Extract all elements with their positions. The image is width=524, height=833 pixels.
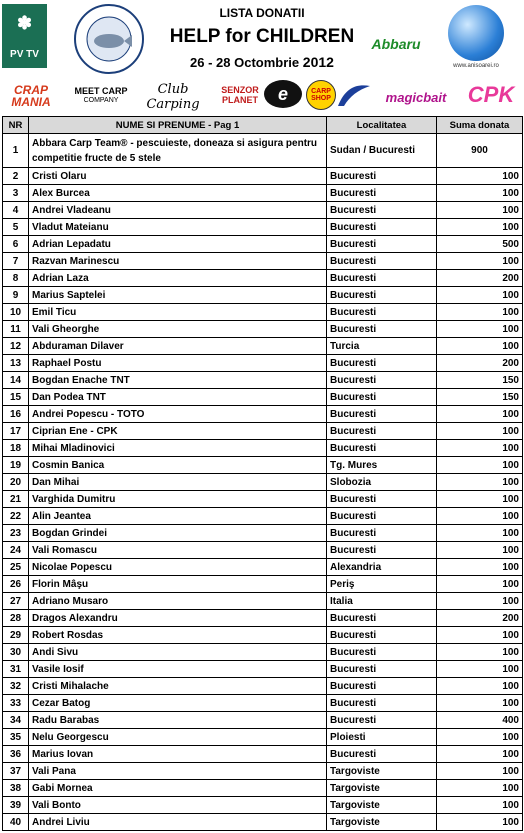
donor-location: Bucuresti <box>327 746 437 763</box>
row-number: 21 <box>3 491 29 508</box>
donor-name: Andrei Popescu - TOTO <box>29 406 327 423</box>
col-header-name: NUME SI PRENUME - Pag 1 <box>29 117 327 134</box>
row-number: 33 <box>3 695 29 712</box>
globe-url: www.anisoarei.ro <box>453 63 499 69</box>
swoosh-icon <box>336 82 372 108</box>
event-year: 2012 <box>302 54 334 70</box>
col-header-sum: Suma donata <box>437 117 523 134</box>
table-row <box>3 338 523 355</box>
donor-location: Bucuresti <box>327 440 437 457</box>
donation-amount: 100 <box>437 661 523 678</box>
table-header-row <box>3 117 523 134</box>
donor-name: Bogdan Enache TNT <box>29 372 327 389</box>
donor-name: Dan Podea TNT <box>29 389 327 406</box>
table-row <box>3 423 523 440</box>
pvtv-logo-text: PV TV <box>10 48 39 60</box>
donor-location: Alexandria <box>327 559 437 576</box>
donor-location: Targoviste <box>327 763 437 780</box>
donor-name: Andi Sivu <box>29 644 327 661</box>
table-row <box>3 457 523 474</box>
donor-location: Bucuresti <box>327 627 437 644</box>
row-number: 30 <box>3 644 29 661</box>
table-row <box>3 321 523 338</box>
donor-name: Nicolae Popescu <box>29 559 327 576</box>
table-row <box>3 355 523 372</box>
table-row <box>3 593 523 610</box>
table-row <box>3 440 523 457</box>
donor-name: Cezar Batog <box>29 695 327 712</box>
donor-location: Bucuresti <box>327 355 437 372</box>
row-number: 2 <box>3 168 29 185</box>
donor-name: Vali Bonto <box>29 797 327 814</box>
donation-amount: 900 <box>437 134 523 168</box>
donor-location: Bucuresti <box>327 644 437 661</box>
donation-amount: 100 <box>437 559 523 576</box>
donation-amount: 400 <box>437 712 523 729</box>
row-number: 19 <box>3 457 29 474</box>
donor-name: Varghida Dumitru <box>29 491 327 508</box>
row-number: 1 <box>3 134 29 168</box>
pvtv-logo <box>2 4 47 68</box>
carpshop-logo: CARP SHOP <box>306 80 336 110</box>
crapmania-line1: CRAP <box>13 83 48 97</box>
row-number: 6 <box>3 236 29 253</box>
donation-amount: 200 <box>437 610 523 627</box>
donor-location: Bucuresti <box>327 253 437 270</box>
row-number: 10 <box>3 304 29 321</box>
donation-amount: 100 <box>437 253 523 270</box>
table-row <box>3 644 523 661</box>
donor-name: Gabi Mornea <box>29 780 327 797</box>
donation-amount: 100 <box>437 525 523 542</box>
globe-logo <box>432 2 520 72</box>
donation-amount: 150 <box>437 372 523 389</box>
crapmania-logo <box>2 82 60 110</box>
donor-location: Turcia <box>327 338 437 355</box>
donation-amount: 100 <box>437 321 523 338</box>
donor-location: Bucuresti <box>327 372 437 389</box>
table-row <box>3 406 523 423</box>
donation-amount: 100 <box>437 746 523 763</box>
cpk-logo: CPK <box>467 82 515 107</box>
donation-amount: 100 <box>437 219 523 236</box>
table-row <box>3 576 523 593</box>
row-number: 23 <box>3 525 29 542</box>
table-row <box>3 134 523 168</box>
table-row <box>3 202 523 219</box>
donor-name: Adrian Lepadatu <box>29 236 327 253</box>
donor-location: Bucuresti <box>327 610 437 627</box>
donation-amount: 100 <box>437 457 523 474</box>
donations-table <box>2 116 523 831</box>
table-row <box>3 627 523 644</box>
meetcarp-logo <box>62 84 140 108</box>
donor-name: Raphael Postu <box>29 355 327 372</box>
row-number: 9 <box>3 287 29 304</box>
donor-name: Marius Iovan <box>29 746 327 763</box>
table-row <box>3 287 523 304</box>
senzor-line1: SENZOR <box>221 85 259 95</box>
donor-location: Periş <box>327 576 437 593</box>
donor-name: Cosmin Banica <box>29 457 327 474</box>
table-row <box>3 610 523 627</box>
row-number: 15 <box>3 389 29 406</box>
donor-name: Emil Ticu <box>29 304 327 321</box>
table-row <box>3 372 523 389</box>
row-number: 36 <box>3 746 29 763</box>
donor-name: Florin Mâşu <box>29 576 327 593</box>
donor-location: Bucuresti <box>327 525 437 542</box>
twolakes-emblem-icon <box>72 2 146 76</box>
row-number: 40 <box>3 814 29 831</box>
donor-name: Cristi Mihalache <box>29 678 327 695</box>
donor-location: Bucuresti <box>327 202 437 219</box>
donation-amount: 100 <box>437 814 523 831</box>
donor-location: Bucuresti <box>327 219 437 236</box>
donation-amount: 100 <box>437 287 523 304</box>
donor-name: Abduraman Dilaver <box>29 338 327 355</box>
donation-amount: 100 <box>437 627 523 644</box>
donation-amount: 100 <box>437 695 523 712</box>
donation-amount: 100 <box>437 797 523 814</box>
row-number: 39 <box>3 797 29 814</box>
donation-amount: 100 <box>437 780 523 797</box>
donor-name: Adriano Musaro <box>29 593 327 610</box>
table-row <box>3 678 523 695</box>
donor-name: Dan Mihai <box>29 474 327 491</box>
table-row <box>3 712 523 729</box>
table-row <box>3 525 523 542</box>
row-number: 27 <box>3 593 29 610</box>
donation-amount: 500 <box>437 236 523 253</box>
senzor-line2: PLANET <box>222 95 258 105</box>
donor-name: Cristi Olaru <box>29 168 327 185</box>
row-number: 12 <box>3 338 29 355</box>
donor-location: Targoviste <box>327 780 437 797</box>
table-row <box>3 763 523 780</box>
row-number: 35 <box>3 729 29 746</box>
donor-location: Bucuresti <box>327 406 437 423</box>
row-number: 25 <box>3 559 29 576</box>
donor-name: Abbara Carp Team® - pescuieste, doneaza si asigura pentru competitie fructe de 5 stele <box>29 134 327 168</box>
row-number: 18 <box>3 440 29 457</box>
row-number: 16 <box>3 406 29 423</box>
donor-location: Bucuresti <box>327 661 437 678</box>
donation-amount: 100 <box>437 763 523 780</box>
donation-amount: 100 <box>437 338 523 355</box>
table-row <box>3 729 523 746</box>
row-number: 26 <box>3 576 29 593</box>
row-number: 31 <box>3 661 29 678</box>
donor-location: Bucuresti <box>327 389 437 406</box>
table-body <box>3 134 523 831</box>
donor-name: Razvan Marinescu <box>29 253 327 270</box>
table-row <box>3 253 523 270</box>
table-row <box>3 559 523 576</box>
donor-location: Sudan / Bucuresti <box>327 134 437 168</box>
table-row <box>3 270 523 287</box>
donor-location: Bucuresti <box>327 168 437 185</box>
crapmania-line2: MANIA <box>11 95 51 109</box>
donation-amount: 100 <box>437 304 523 321</box>
donation-amount: 100 <box>437 542 523 559</box>
donor-location: Ploiesti <box>327 729 437 746</box>
row-number: 22 <box>3 508 29 525</box>
donor-location: Italia <box>327 593 437 610</box>
abbaru-logo: Abbaru <box>371 36 421 52</box>
table-row <box>3 797 523 814</box>
row-number: 17 <box>3 423 29 440</box>
donor-location: Targoviste <box>327 797 437 814</box>
donor-location: Tg. Mures <box>327 457 437 474</box>
donor-name: Vali Pana <box>29 763 327 780</box>
donor-name: Radu Barabas <box>29 712 327 729</box>
donor-location: Bucuresti <box>327 508 437 525</box>
table-row <box>3 508 523 525</box>
donation-amount: 100 <box>437 423 523 440</box>
donor-name: Vali Gheorghe <box>29 321 327 338</box>
donor-name: Alex Burcea <box>29 185 327 202</box>
donation-amount: 100 <box>437 644 523 661</box>
donation-amount: 100 <box>437 491 523 508</box>
row-number: 7 <box>3 253 29 270</box>
clubcarping-logo: Club Carping <box>146 82 200 112</box>
donation-amount: 200 <box>437 270 523 287</box>
table-row <box>3 695 523 712</box>
donor-name: Alin Jeantea <box>29 508 327 525</box>
col-header-location: Localitatea <box>327 117 437 134</box>
donor-name: Mihai Mladinovici <box>29 440 327 457</box>
donation-amount: 100 <box>437 185 523 202</box>
row-number: 34 <box>3 712 29 729</box>
donation-amount: 100 <box>437 593 523 610</box>
meetcarp-line2: COMPANY <box>83 97 119 104</box>
donor-name: Bogdan Grindei <box>29 525 327 542</box>
donor-location: Bucuresti <box>327 304 437 321</box>
row-number: 5 <box>3 219 29 236</box>
donor-name: Marius Saptelei <box>29 287 327 304</box>
donation-amount: 100 <box>437 168 523 185</box>
table-row <box>3 236 523 253</box>
donor-location: Bucuresti <box>327 270 437 287</box>
row-number: 32 <box>3 678 29 695</box>
e-logo: e <box>264 80 302 108</box>
row-number: 37 <box>3 763 29 780</box>
row-number: 8 <box>3 270 29 287</box>
donation-amount: 100 <box>437 406 523 423</box>
table-row <box>3 168 523 185</box>
table-row <box>3 474 523 491</box>
senzorplanet-logo <box>216 80 264 110</box>
donor-location: Bucuresti <box>327 695 437 712</box>
donation-amount: 100 <box>437 576 523 593</box>
globe-icon <box>448 5 504 61</box>
meetcarp-line1: MEET CARP <box>74 86 128 96</box>
donor-location: Slobozia <box>327 474 437 491</box>
table-row <box>3 746 523 763</box>
donor-location: Bucuresti <box>327 287 437 304</box>
donation-amount: 200 <box>437 355 523 372</box>
table-row <box>3 814 523 831</box>
row-number: 4 <box>3 202 29 219</box>
donor-location: Targoviste <box>327 814 437 831</box>
donor-location: Bucuresti <box>327 491 437 508</box>
donation-amount: 100 <box>437 474 523 491</box>
donor-location: Bucuresti <box>327 321 437 338</box>
donor-location: Bucuresti <box>327 236 437 253</box>
date-range: 26 - 28 Octombrie <box>190 55 300 70</box>
donor-name: Dragos Alexandru <box>29 610 327 627</box>
list-title: LISTA DONATII <box>219 6 305 20</box>
donor-location: Bucuresti <box>327 542 437 559</box>
row-number: 38 <box>3 780 29 797</box>
table-row <box>3 661 523 678</box>
row-number: 28 <box>3 610 29 627</box>
donor-name: Andrei Liviu <box>29 814 327 831</box>
donation-amount: 100 <box>437 729 523 746</box>
col-header-nr: NR <box>3 117 29 134</box>
row-number: 29 <box>3 627 29 644</box>
row-number: 3 <box>3 185 29 202</box>
magicbait-logo: magicbait <box>385 89 447 105</box>
table-row <box>3 491 523 508</box>
header-banner <box>0 0 524 116</box>
donation-amount: 100 <box>437 678 523 695</box>
donation-amount: 100 <box>437 202 523 219</box>
donor-name: Vali Romascu <box>29 542 327 559</box>
table-row <box>3 780 523 797</box>
donor-location: Bucuresti <box>327 678 437 695</box>
donor-name: Vasile Iosif <box>29 661 327 678</box>
donor-name: Adrian Laza <box>29 270 327 287</box>
table-row <box>3 185 523 202</box>
donor-name: Andrei Vladeanu <box>29 202 327 219</box>
table-row <box>3 389 523 406</box>
row-number: 13 <box>3 355 29 372</box>
donor-location: Bucuresti <box>327 423 437 440</box>
table-row <box>3 304 523 321</box>
donor-name: Ciprian Ene - CPK <box>29 423 327 440</box>
twolakes-logo <box>72 2 146 76</box>
donation-amount: 100 <box>437 508 523 525</box>
table-row <box>3 542 523 559</box>
donor-location: Bucuresti <box>327 712 437 729</box>
deer-icon: ✽ <box>16 12 33 33</box>
donor-name: Robert Rosdas <box>29 627 327 644</box>
row-number: 24 <box>3 542 29 559</box>
event-dates <box>150 54 374 70</box>
row-number: 14 <box>3 372 29 389</box>
table-row <box>3 219 523 236</box>
donor-location: Bucuresti <box>327 185 437 202</box>
row-number: 20 <box>3 474 29 491</box>
donation-amount: 150 <box>437 389 523 406</box>
donor-name: Vladut Mateianu <box>29 219 327 236</box>
donation-amount: 100 <box>437 440 523 457</box>
donor-name: Nelu Georgescu <box>29 729 327 746</box>
row-number: 11 <box>3 321 29 338</box>
event-title: HELP for CHILDREN <box>169 26 355 47</box>
